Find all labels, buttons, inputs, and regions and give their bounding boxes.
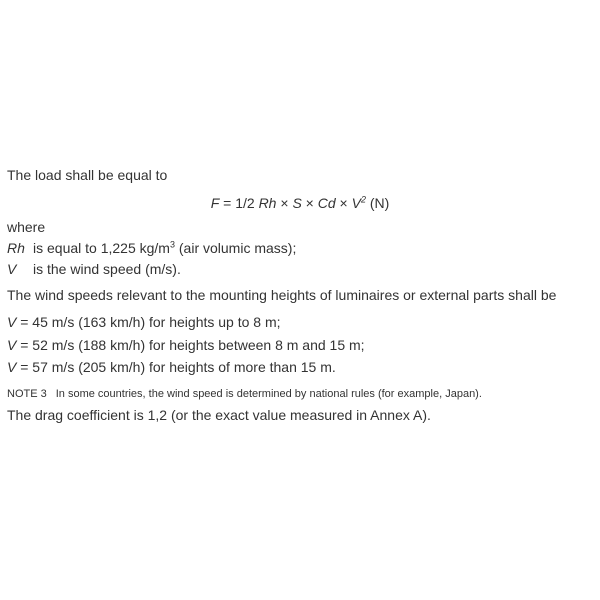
formula-var-v: V bbox=[351, 195, 361, 211]
definition-text-v: is the wind speed (m/s). bbox=[33, 261, 181, 277]
note-paragraph bbox=[7, 387, 580, 401]
note-label: NOTE 3 bbox=[7, 388, 47, 400]
speed-item-1 bbox=[7, 314, 580, 331]
note-text: In some countries, the wind speed is determined by national rules (for example, Japan). bbox=[55, 388, 482, 400]
drag-coefficient-text: The drag coefficient is 1,2 (or the exact value measured in Annex A). bbox=[7, 407, 431, 423]
paragraph-intro bbox=[7, 167, 580, 184]
speed-text-2: = 52 m/s (188 km/h) for heights between 8 m and 15 m; bbox=[16, 337, 365, 353]
formula-unit: (N) bbox=[365, 195, 390, 211]
paragraph-wind-speeds bbox=[7, 287, 580, 304]
speed-item-3 bbox=[7, 359, 580, 376]
formula bbox=[0, 195, 600, 212]
speed-text-3: = 57 m/s (205 km/h) for heights of more than 15 m. bbox=[16, 359, 336, 375]
formula-times-1: × bbox=[276, 195, 293, 211]
intro-text: The load shall be equal to bbox=[7, 167, 168, 183]
where-text: where bbox=[7, 219, 46, 235]
speed-item-2 bbox=[7, 337, 580, 354]
definition-symbol-v: V bbox=[7, 261, 17, 277]
formula-var-s: S bbox=[292, 195, 302, 211]
where-label bbox=[7, 219, 580, 236]
formula-times-2: × bbox=[301, 195, 318, 211]
speed-text-1: = 45 m/s (163 km/h) for heights up to 8 m; bbox=[16, 314, 281, 330]
definition-text-rh-after: (air volumic mass); bbox=[175, 240, 297, 256]
formula-var-rh: Rh bbox=[258, 195, 277, 211]
formula-var-cd: Cd bbox=[317, 195, 336, 211]
definition-row-rh bbox=[7, 240, 580, 257]
definition-superscript-rh: 3 bbox=[169, 239, 175, 250]
wind-speeds-text: The wind speeds relevant to the mounting heights of luminaires or external parts shall be bbox=[7, 287, 557, 303]
speed-symbol-1: V bbox=[7, 314, 17, 330]
speed-symbol-2: V bbox=[7, 337, 17, 353]
formula-var-f: F bbox=[210, 195, 220, 211]
definition-text-rh: is equal to 1,225 kg/m bbox=[33, 240, 170, 256]
definition-row-v bbox=[7, 261, 580, 278]
formula-times-3: × bbox=[335, 195, 352, 211]
formula-exponent: 2 bbox=[360, 194, 366, 205]
paragraph-drag-coefficient bbox=[7, 407, 580, 424]
formula-equals-half: = 1/2 bbox=[219, 195, 259, 211]
definition-symbol-rh: Rh bbox=[7, 240, 25, 256]
speed-symbol-3: V bbox=[7, 359, 17, 375]
